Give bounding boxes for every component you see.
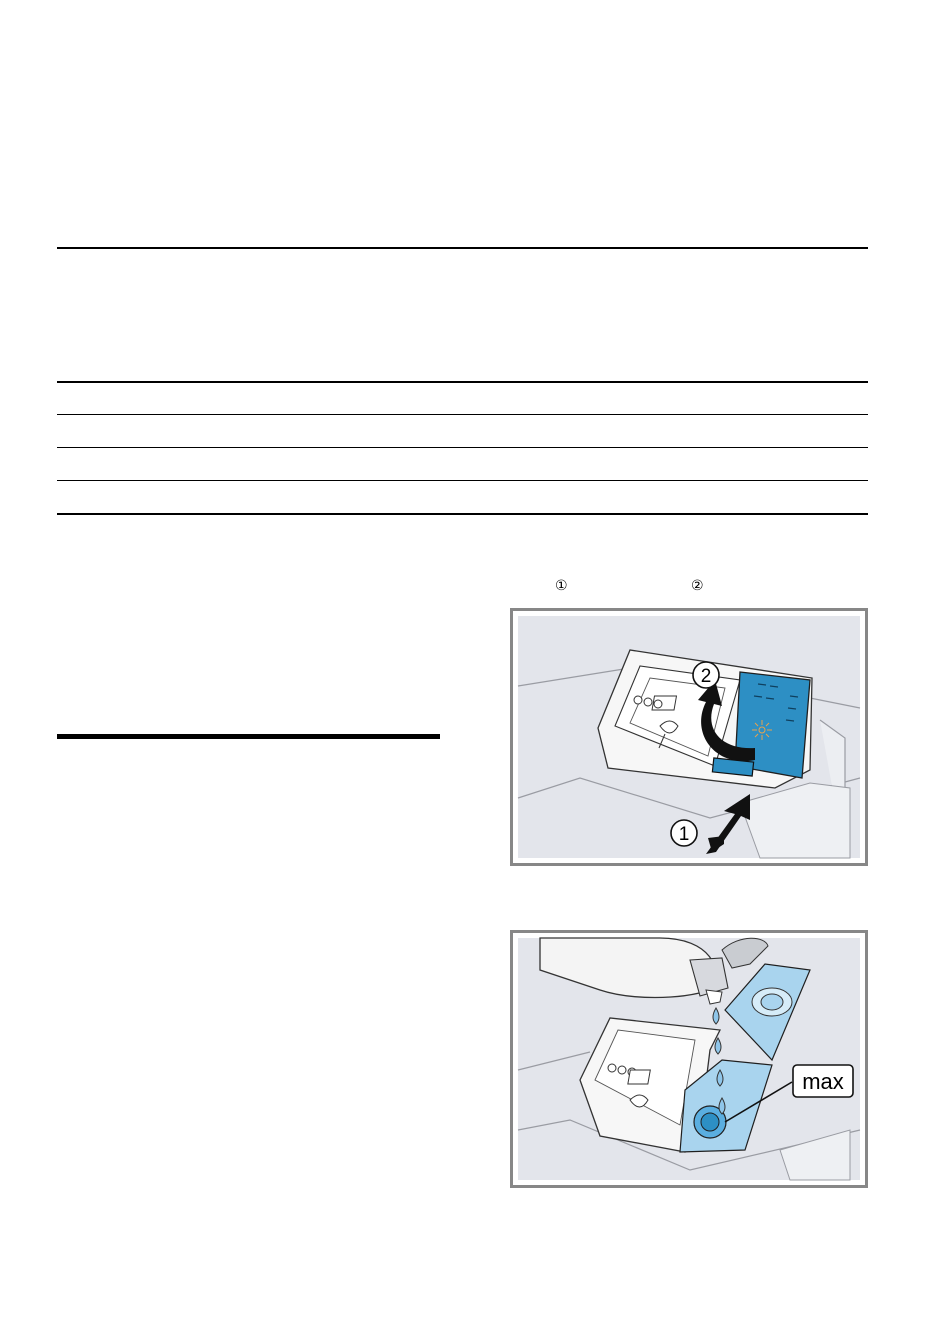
step-reference-line [555, 578, 725, 600]
step-2-marker: ② [691, 578, 704, 594]
callout-2 [693, 662, 719, 688]
fill-rinse-aid-illustration [510, 930, 868, 1188]
callout-1 [671, 820, 697, 846]
table-header-rule [57, 381, 868, 383]
table-top-rule [57, 247, 868, 249]
table-bottom-rule [57, 513, 868, 515]
svg-text:1: 1 [678, 824, 690, 845]
section-heading-rule [57, 734, 440, 739]
max-label: max [802, 1069, 844, 1094]
figure-open-dispenser [510, 608, 868, 866]
figure-fill-rinse-aid [510, 930, 868, 1188]
svg-text:2: 2 [700, 666, 712, 687]
dispenser-open-illustration [510, 608, 868, 866]
table-row-rule [57, 447, 868, 448]
step-1-marker: ① [555, 578, 568, 594]
table-row-rule [57, 414, 868, 415]
table-row-rule [57, 480, 868, 481]
